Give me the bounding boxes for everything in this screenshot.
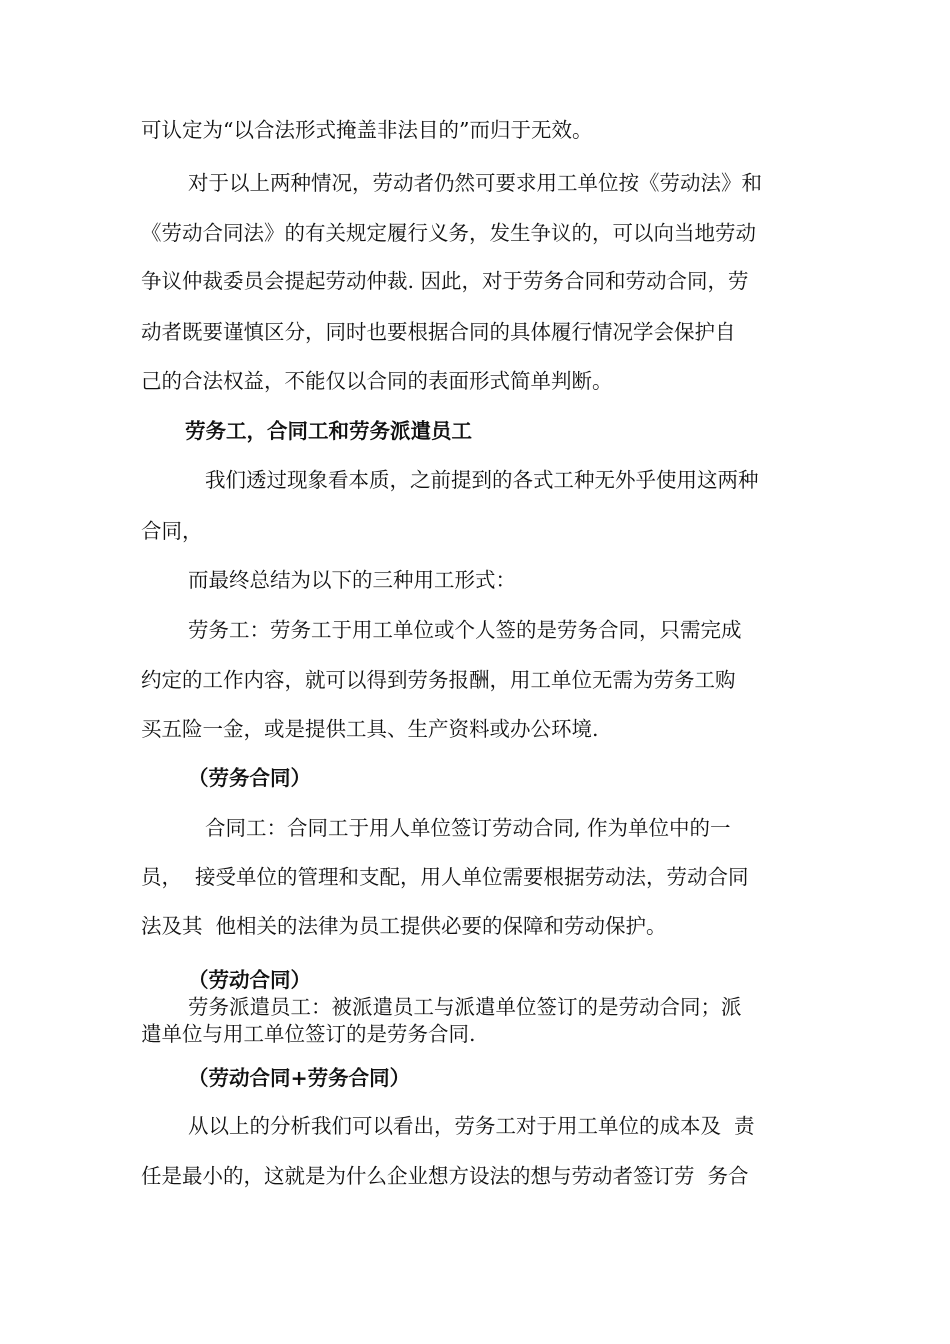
paragraph-line: 而最终总结为以下的三种用工形式： [188, 568, 516, 592]
paragraph-line: 《劳动合同法》的有关规定履行义务，发生争议的，可以向当地劳动 [141, 221, 756, 245]
paragraph-line: 合同工：合同工于用人单位签订劳动合同, 作为单位中的一 [205, 816, 731, 840]
paragraph-line: 对于以上两种情况，劳动者仍然可要求用工单位按《劳动法》和 [188, 171, 762, 195]
paragraph-line: 己的合法权益，不能仅以合同的表面形式简单判断。 [141, 369, 613, 393]
paragraph-line: 我们透过现象看本质，之前提到的各式工种无外乎使用这两种 [205, 468, 759, 492]
paragraph-line: 可认定为“以合法形式掩盖非法目的”而归于无效。 [141, 118, 593, 142]
section-heading: 劳务工，合同工和劳务派遣员工 [185, 419, 472, 443]
contract-type-label: （劳动合同） [188, 968, 311, 992]
paragraph-line: 买五险一金，或是提供工具、生产资料或办公环境. [141, 717, 599, 741]
paragraph-line: 争议仲裁委员会提起劳动仲裁. 因此，对于劳务合同和劳动合同，劳 [141, 269, 749, 293]
contract-type-label: （劳动合同+劳务合同） [188, 1066, 411, 1090]
paragraph-line: 约定的工作内容，就可以得到劳务报酬，用工单位无需为劳务工购 [141, 668, 736, 692]
paragraph-line: 员， 接受单位的管理和支配，用人单位需要根据劳动法，劳动合同 [141, 865, 749, 889]
paragraph-line: 劳务工：劳务工于用工单位或个人签的是劳务合同，只需完成 [188, 618, 742, 642]
paragraph-line: 法及其 他相关的法律为员工提供必要的保障和劳动保护。 [141, 914, 667, 938]
paragraph-line: 从以上的分析我们可以看出，劳务工对于用工单位的成本及 责 [188, 1114, 755, 1138]
paragraph-line: 遣单位与用工单位签订的是劳务合同. [141, 1022, 476, 1046]
paragraph-line: 动者既要谨慎区分，同时也要根据合同的具体履行情况学会保护自 [141, 320, 736, 344]
contract-type-label: （劳务合同） [188, 766, 311, 790]
paragraph-line: 任是最小的，这就是为什么企业想方设法的想与劳动者签订劳 务合 [141, 1164, 749, 1188]
paragraph-line: 劳务派遣员工：被派遣员工与派遣单位签订的是劳动合同；派 [188, 995, 742, 1019]
paragraph-line: 合同， [141, 519, 203, 543]
